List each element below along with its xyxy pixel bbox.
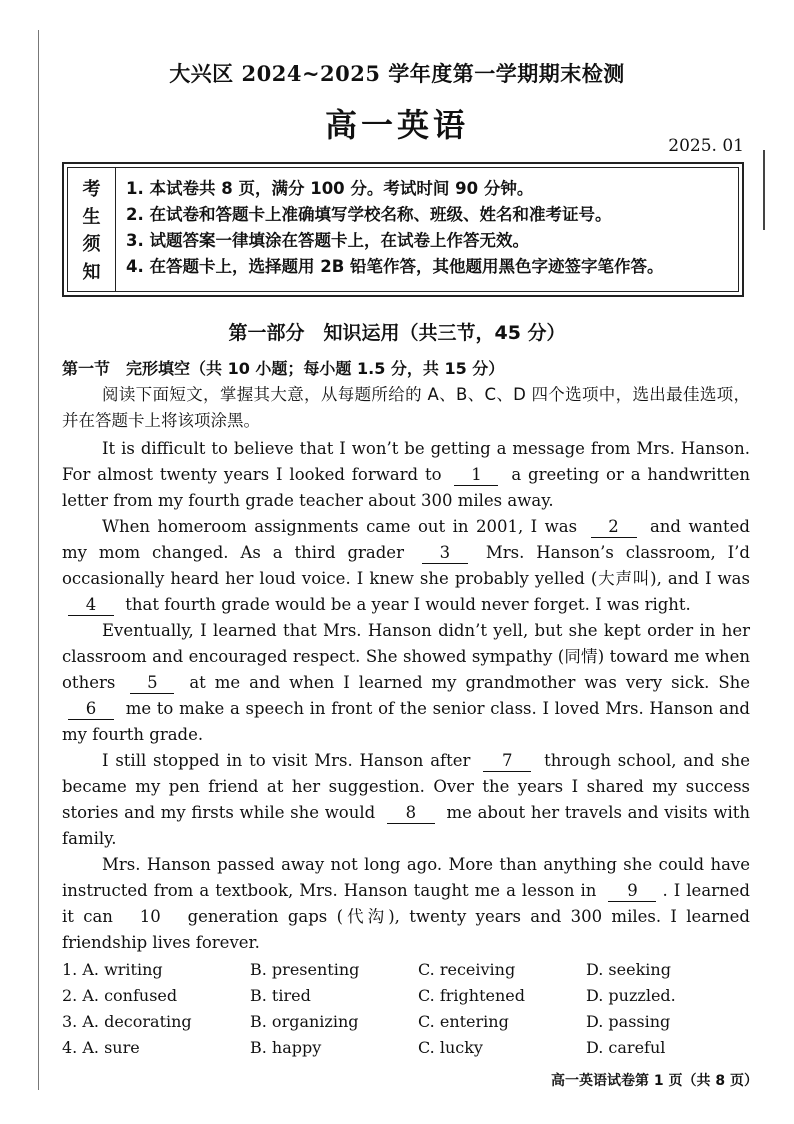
blank-6: 6 [68, 699, 114, 720]
part-heading: 第一部分 知识运用（共三节，45 分） [228, 322, 566, 344]
blank-1: 1 [454, 465, 498, 486]
binding-margin-line [38, 30, 39, 1090]
passage-text: through school, and she became my pen friend at her suggestion. Over the years I shared my success stories and my firsts while she would [62, 751, 750, 822]
notice-item: 4. 在答题卡上，选择题用 2B 铅笔作答，其他题用黑色字迹签字笔作答。 [126, 257, 664, 276]
notice-side-char: 生 [82, 206, 101, 228]
passage-text: and wanted my mom changed. As a third grader [62, 517, 750, 562]
passage-paragraph [62, 514, 750, 618]
passage-text: Mrs. Hanson passed away not long ago. More than anything she could have instructed from a textbook, Mrs. Hanson taught me a lesson in [62, 855, 750, 900]
passage-text: Mrs. Hanson’s classroom, I’d occasionally heard her loud voice. I knew she probably yelled (大声叫), and I was [62, 543, 750, 588]
choice-option: B. tired [250, 985, 311, 1005]
choice-row [62, 982, 750, 1008]
notice-side-char: 须 [82, 234, 101, 256]
cloze-passage [62, 436, 750, 956]
answer-choices [62, 956, 750, 1060]
notice-list [126, 176, 734, 280]
notice-side-char: 考 [82, 178, 101, 200]
notice-inner-frame [67, 167, 739, 292]
passage-paragraph [62, 852, 750, 956]
blank-7: 7 [483, 751, 531, 772]
choice-row [62, 1034, 750, 1060]
passage-text: I still stopped in to visit Mrs. Hanson after [102, 751, 471, 770]
passage-paragraph [62, 618, 750, 748]
passage-text: at me and when I learned my grandmother was very sick. She [189, 673, 751, 692]
notice-item: 3. 试题答案一律填涂在答题卡上，在试卷上作答无效。 [126, 231, 529, 250]
passage-text: When homeroom assignments came out in 2001, I was [102, 517, 578, 536]
passage-text: that fourth grade would be a year I would never forget. I was right. [125, 595, 691, 614]
choice-option: C. frightened [418, 985, 525, 1005]
exam-date: 2025. 01 [668, 136, 744, 156]
choice-option: C. receiving [418, 959, 516, 979]
choice-option: 1. A. writing [62, 959, 163, 979]
choice-option: 4. A. sure [62, 1037, 140, 1057]
passage-text: a greeting or a handwritten letter from my fourth grade teacher about 300 miles away. [62, 465, 751, 510]
page-footer: 高一英语试卷第 1 页（共 8 页） [551, 1073, 758, 1089]
passage-paragraph [62, 748, 750, 852]
choice-option: D. careful [586, 1037, 666, 1057]
exam-title: 大兴区 2024~2025 学年度第一学期期末检测 [169, 61, 625, 86]
choice-option: D. seeking [586, 959, 671, 979]
blank-10: 10 [139, 907, 161, 926]
blank-9: 9 [608, 881, 656, 902]
notice-item: 2. 在试卷和答题卡上准确填写学校名称、班级、姓名和准考证号。 [126, 205, 612, 224]
notice-side-char: 知 [82, 262, 101, 284]
blank-8: 8 [387, 803, 435, 824]
scan-edge-mark [763, 150, 765, 230]
choice-option: B. happy [250, 1037, 322, 1057]
notice-side-label [68, 168, 116, 291]
passage-text: me about her travels and visits with family. [62, 803, 751, 848]
candidate-notice-box [62, 162, 744, 297]
choice-row [62, 956, 750, 982]
section-heading: 第一节 完形填空（共 10 小题；每小题 1.5 分，共 15 分） [62, 359, 505, 378]
choice-row [62, 1008, 750, 1034]
choice-option: B. organizing [250, 1011, 359, 1031]
passage-text: It is difficult to believe that I won’t be getting a message from Mrs. Hanson. For almost twenty years I looked forward to [62, 439, 750, 484]
choice-option: 3. A. decorating [62, 1011, 192, 1031]
passage-text: . I learned it can [62, 881, 750, 926]
subject-title: 高一英语 [324, 106, 469, 144]
blank-2: 2 [591, 517, 637, 538]
passage-paragraph [62, 436, 750, 514]
notice-item: 1. 本试卷共 8 页，满分 100 分。考试时间 90 分钟。 [126, 179, 534, 198]
choice-option: B. presenting [250, 959, 360, 979]
section-instruction: 阅读下面短文，掌握其大意，从每题所给的 A、B、C、D 四个选项中，选出最佳选项，并在答题卡上将该项涂黑。 [62, 385, 750, 430]
choice-option: C. lucky [418, 1037, 483, 1057]
blank-3: 3 [422, 543, 468, 564]
passage-text: generation gaps (代沟), twenty years and 300 miles. I learned friendship lives forever. [62, 907, 750, 952]
passage-text: me to make a speech in front of the senior class. I loved Mrs. Hanson and my fourth grade. [62, 699, 750, 744]
choice-option: D. puzzled. [586, 985, 676, 1005]
choice-option: C. entering [418, 1011, 509, 1031]
choice-option: 2. A. confused [62, 985, 178, 1005]
blank-4: 4 [68, 595, 114, 616]
choice-option: D. passing [586, 1011, 671, 1031]
blank-5: 5 [130, 673, 174, 694]
passage-text: Eventually, I learned that Mrs. Hanson didn’t yell, but she kept order in her classroom and encouraged respect. She showed sympathy (同情) toward me when others [62, 621, 750, 692]
